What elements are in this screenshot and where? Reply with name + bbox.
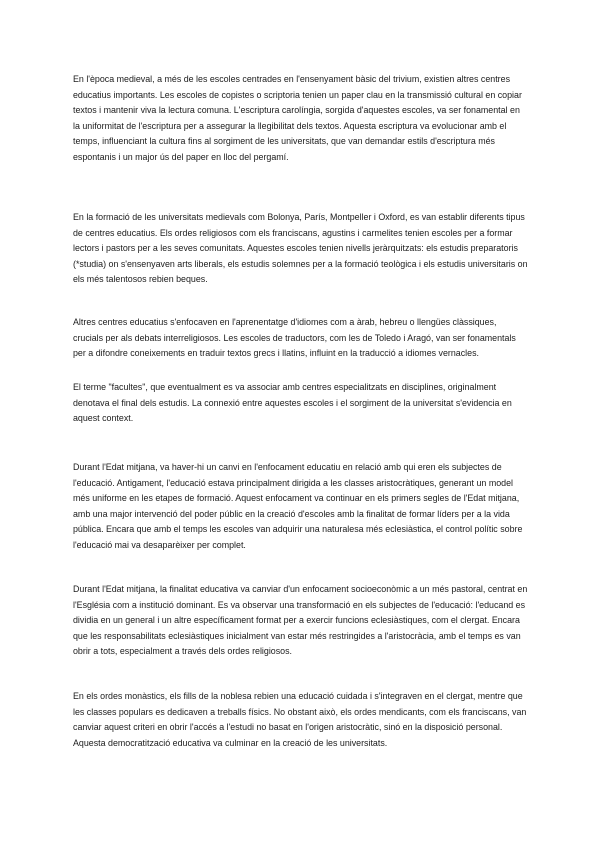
paragraph-faculties: El terme "facultes", que eventualment es va associar amb centres especialitzats en disciplines, originalment denotava el final dels estudis. La connexió entre aquestes escoles i el sorgiment de la universitat s'evidencia en aquest context. bbox=[73, 382, 512, 424]
paragraph-scriptoria: En l'època medieval, a més de les escoles centrades en l'ensenyament bàsic del trivium, existien altres centres educatius importants. Les escoles de copistes o scriptoria tenien un paper clau en la transmissió cultural en copiar textos i mantenir viva la lectura comuna. L'escriptura carolíngia, sorgida d'aquestes escoles, va ser fonamental en la uniformitat de l'escriptura per a assegurar la llegibilitat dels textos. Aquesta escriptura va evolucionar amb el temps, influenciant la cultura fins al sorgiment de les universitats, que van demandar estils d'escriptura més espontanis i un major ús del paper en lloc del pergamí. bbox=[73, 74, 522, 162]
paragraph-language-schools: Altres centres educatius s'enfocaven en l'aprenentatge d'idiomes com a àrab, hebreu o llengües clàssiques, crucials per als debats interreligiosos. Les escoles de traductors, com les de Toledo i Aragó, van ser fonamentals per a difondre coneixements en traduir textos grecs i llatins, influint en la traducció a idiomes vernacles. bbox=[73, 317, 516, 359]
paragraph-medieval-universities: En la formació de les universitats medievals com Bolonya, París, Montpeller i Oxford, es van establir diferents tipus de centres educatius. Els ordes religiosos com els franciscans, agustins i carmelites tenien escoles per a formar lectors i pastors per a les seves comunitats. Aquestes escoles tenien nivells jeràrquitzats: els estudis preparatoris (*studia) on s'ensenyaven arts liberals, els estudis solemnes per a la formació teològica i els estudis universitaris on els més talentosos rebien beques. bbox=[73, 212, 528, 285]
paragraph-monastic-orders: En els ordes monàstics, els fills de la noblesa rebien una educació cuidada i s'integraven en el clergat, mentre que les classes populars es dedicaven a treballs físics. No obstant això, els ordes mendicants, com els franciscans, van canviar aquest criteri en obrir l'accés a l'estudi no basat en l'origen aristocràtic, sinó en la disposició personal. Aquesta democratització educativa va culminar en la creació de les universitats. bbox=[73, 691, 527, 748]
paragraph-pastoral-purpose: Durant l'Edat mitjana, la finalitat educativa va canviar d'un enfocament socioeconòmic a un més pastoral, centrat en l'Església com a institució dominant. Es va observar una transformació en els subjectes de l'educació: l'educand es dividia en un general i un altre específicament format per a exercir funcions eclesiàstiques, com el clergat. Encara que les responsabilitats eclesiàstiques inicialment van estar més restringides a l'aristocràcia, amb el temps es van obrir a tots, especialment a través dels ordes religiosos. bbox=[73, 584, 528, 657]
paragraph-educational-shift: Durant l'Edat mitjana, va haver-hi un canvi en l'enfocament educatiu en relació amb qui eren els subjectes de l'educació. Antigament, l'educació estava principalment dirigida a les classes aristocràtiques, generant un model més uniforme en les etapes de formació. Aquest enfocament va continuar en els primers segles de l'Edat mitjana, amb una major intervenció del poder públic en la creació d'escoles amb la finalitat de formar líders per a la vida pública. Encara que amb el temps les escoles van adquirir una naturalesa més eclesiàstica, el control polític sobre l'educació mai va desaparèixer per complet. bbox=[73, 462, 523, 550]
